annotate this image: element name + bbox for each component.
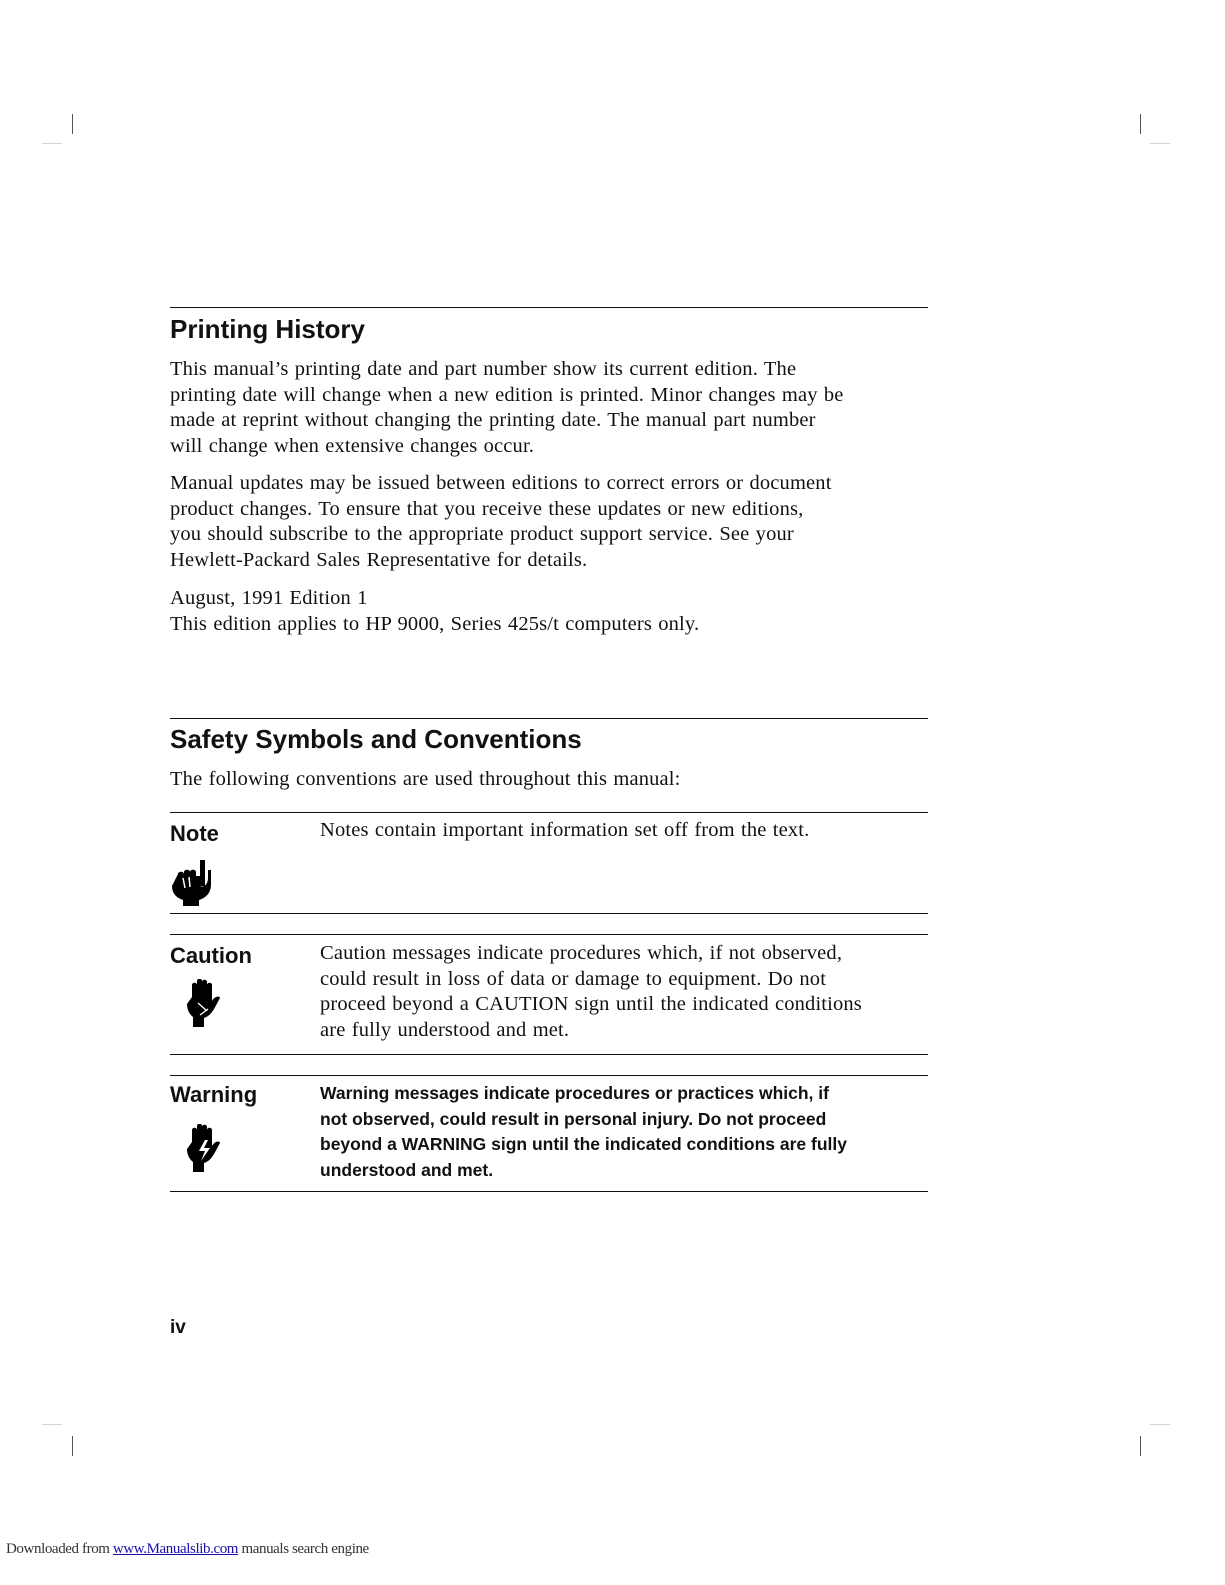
crop-mark	[1150, 1424, 1170, 1425]
pointing-hand-icon	[172, 858, 216, 908]
conventions-intro	[170, 767, 930, 793]
edition-line: August, 1991 Edition 1	[170, 587, 368, 609]
text-line: Hewlett-Packard Sales Representative for details.	[170, 548, 588, 571]
footer-suffix: manuals search engine	[241, 1541, 369, 1557]
text-line: not observed, could result in personal injury. Do not proceed	[320, 1108, 827, 1129]
crop-mark	[42, 143, 62, 144]
crop-mark	[1150, 143, 1170, 144]
note-label: Note	[170, 821, 219, 846]
text-line: The following conventions are used throughout this manual:	[170, 768, 681, 790]
section-divider	[170, 718, 928, 719]
crop-mark	[72, 114, 73, 134]
text-line: This manual’s printing date and part number show its current edition. The	[170, 358, 797, 380]
printing-history-paragraph	[170, 357, 930, 459]
text-line: Notes contain important information set off from the text.	[320, 819, 810, 841]
download-footer	[6, 1540, 369, 1558]
text-line: could result in loss of data or damage to equipment. Do not	[320, 967, 827, 990]
crop-mark	[42, 1424, 62, 1425]
text-line: will change when extensive changes occur.	[170, 434, 535, 457]
caution-text	[320, 941, 930, 1043]
text-line: printing date will change when a new edition is printed. Minor changes may be	[170, 383, 844, 406]
caution-top-rule	[170, 934, 928, 935]
hand-lightning-icon	[186, 1124, 230, 1174]
text-line: Warning messages indicate procedures or practices which, if	[320, 1083, 829, 1103]
applies-line: This edition applies to HP 9000, Series 425s/t computers only.	[170, 612, 700, 635]
warning-label: Warning	[170, 1082, 258, 1107]
text-line: you should subscribe to the appropriate product support service. See your	[170, 523, 794, 545]
warning-top-rule	[170, 1075, 928, 1076]
note-text	[320, 818, 930, 844]
manualslib-link[interactable]: www.Manualslib.com	[112, 1541, 239, 1557]
warning-bottom-rule	[170, 1191, 928, 1192]
text-line: Caution messages indicate procedures which, if not observed,	[320, 942, 843, 964]
crop-mark	[1140, 114, 1141, 134]
printing-history-title: Printing History	[170, 314, 366, 344]
text-line: beyond a WARNING sign until the indicated conditions are fully	[320, 1134, 847, 1154]
raised-hand-icon	[186, 979, 230, 1029]
edition-info	[170, 586, 930, 637]
note-top-rule	[170, 812, 928, 813]
page-number: iv	[170, 1317, 186, 1338]
crop-mark	[72, 1436, 73, 1456]
note-bottom-rule	[170, 913, 928, 914]
text-line: proceed beyond a CAUTION sign until the indicated conditions	[320, 993, 862, 1015]
caution-label: Caution	[170, 943, 252, 968]
section-divider	[170, 307, 928, 308]
caution-bottom-rule	[170, 1054, 928, 1055]
text-line: understood and met.	[320, 1159, 494, 1180]
text-line: made at reprint without changing the printing date. The manual part number	[170, 409, 816, 431]
crop-mark	[1140, 1436, 1141, 1456]
manual-updates-paragraph	[170, 471, 930, 573]
warning-text	[320, 1081, 930, 1183]
text-line: Manual updates may be issued between editions to correct errors or document	[170, 472, 832, 494]
text-line: product changes. To ensure that you receive these updates or new editions,	[170, 497, 804, 520]
text-line: are fully understood and met.	[320, 1018, 570, 1041]
footer-prefix: Downloaded from	[6, 1541, 110, 1557]
safety-symbols-title: Safety Symbols and Conventions	[170, 724, 582, 754]
